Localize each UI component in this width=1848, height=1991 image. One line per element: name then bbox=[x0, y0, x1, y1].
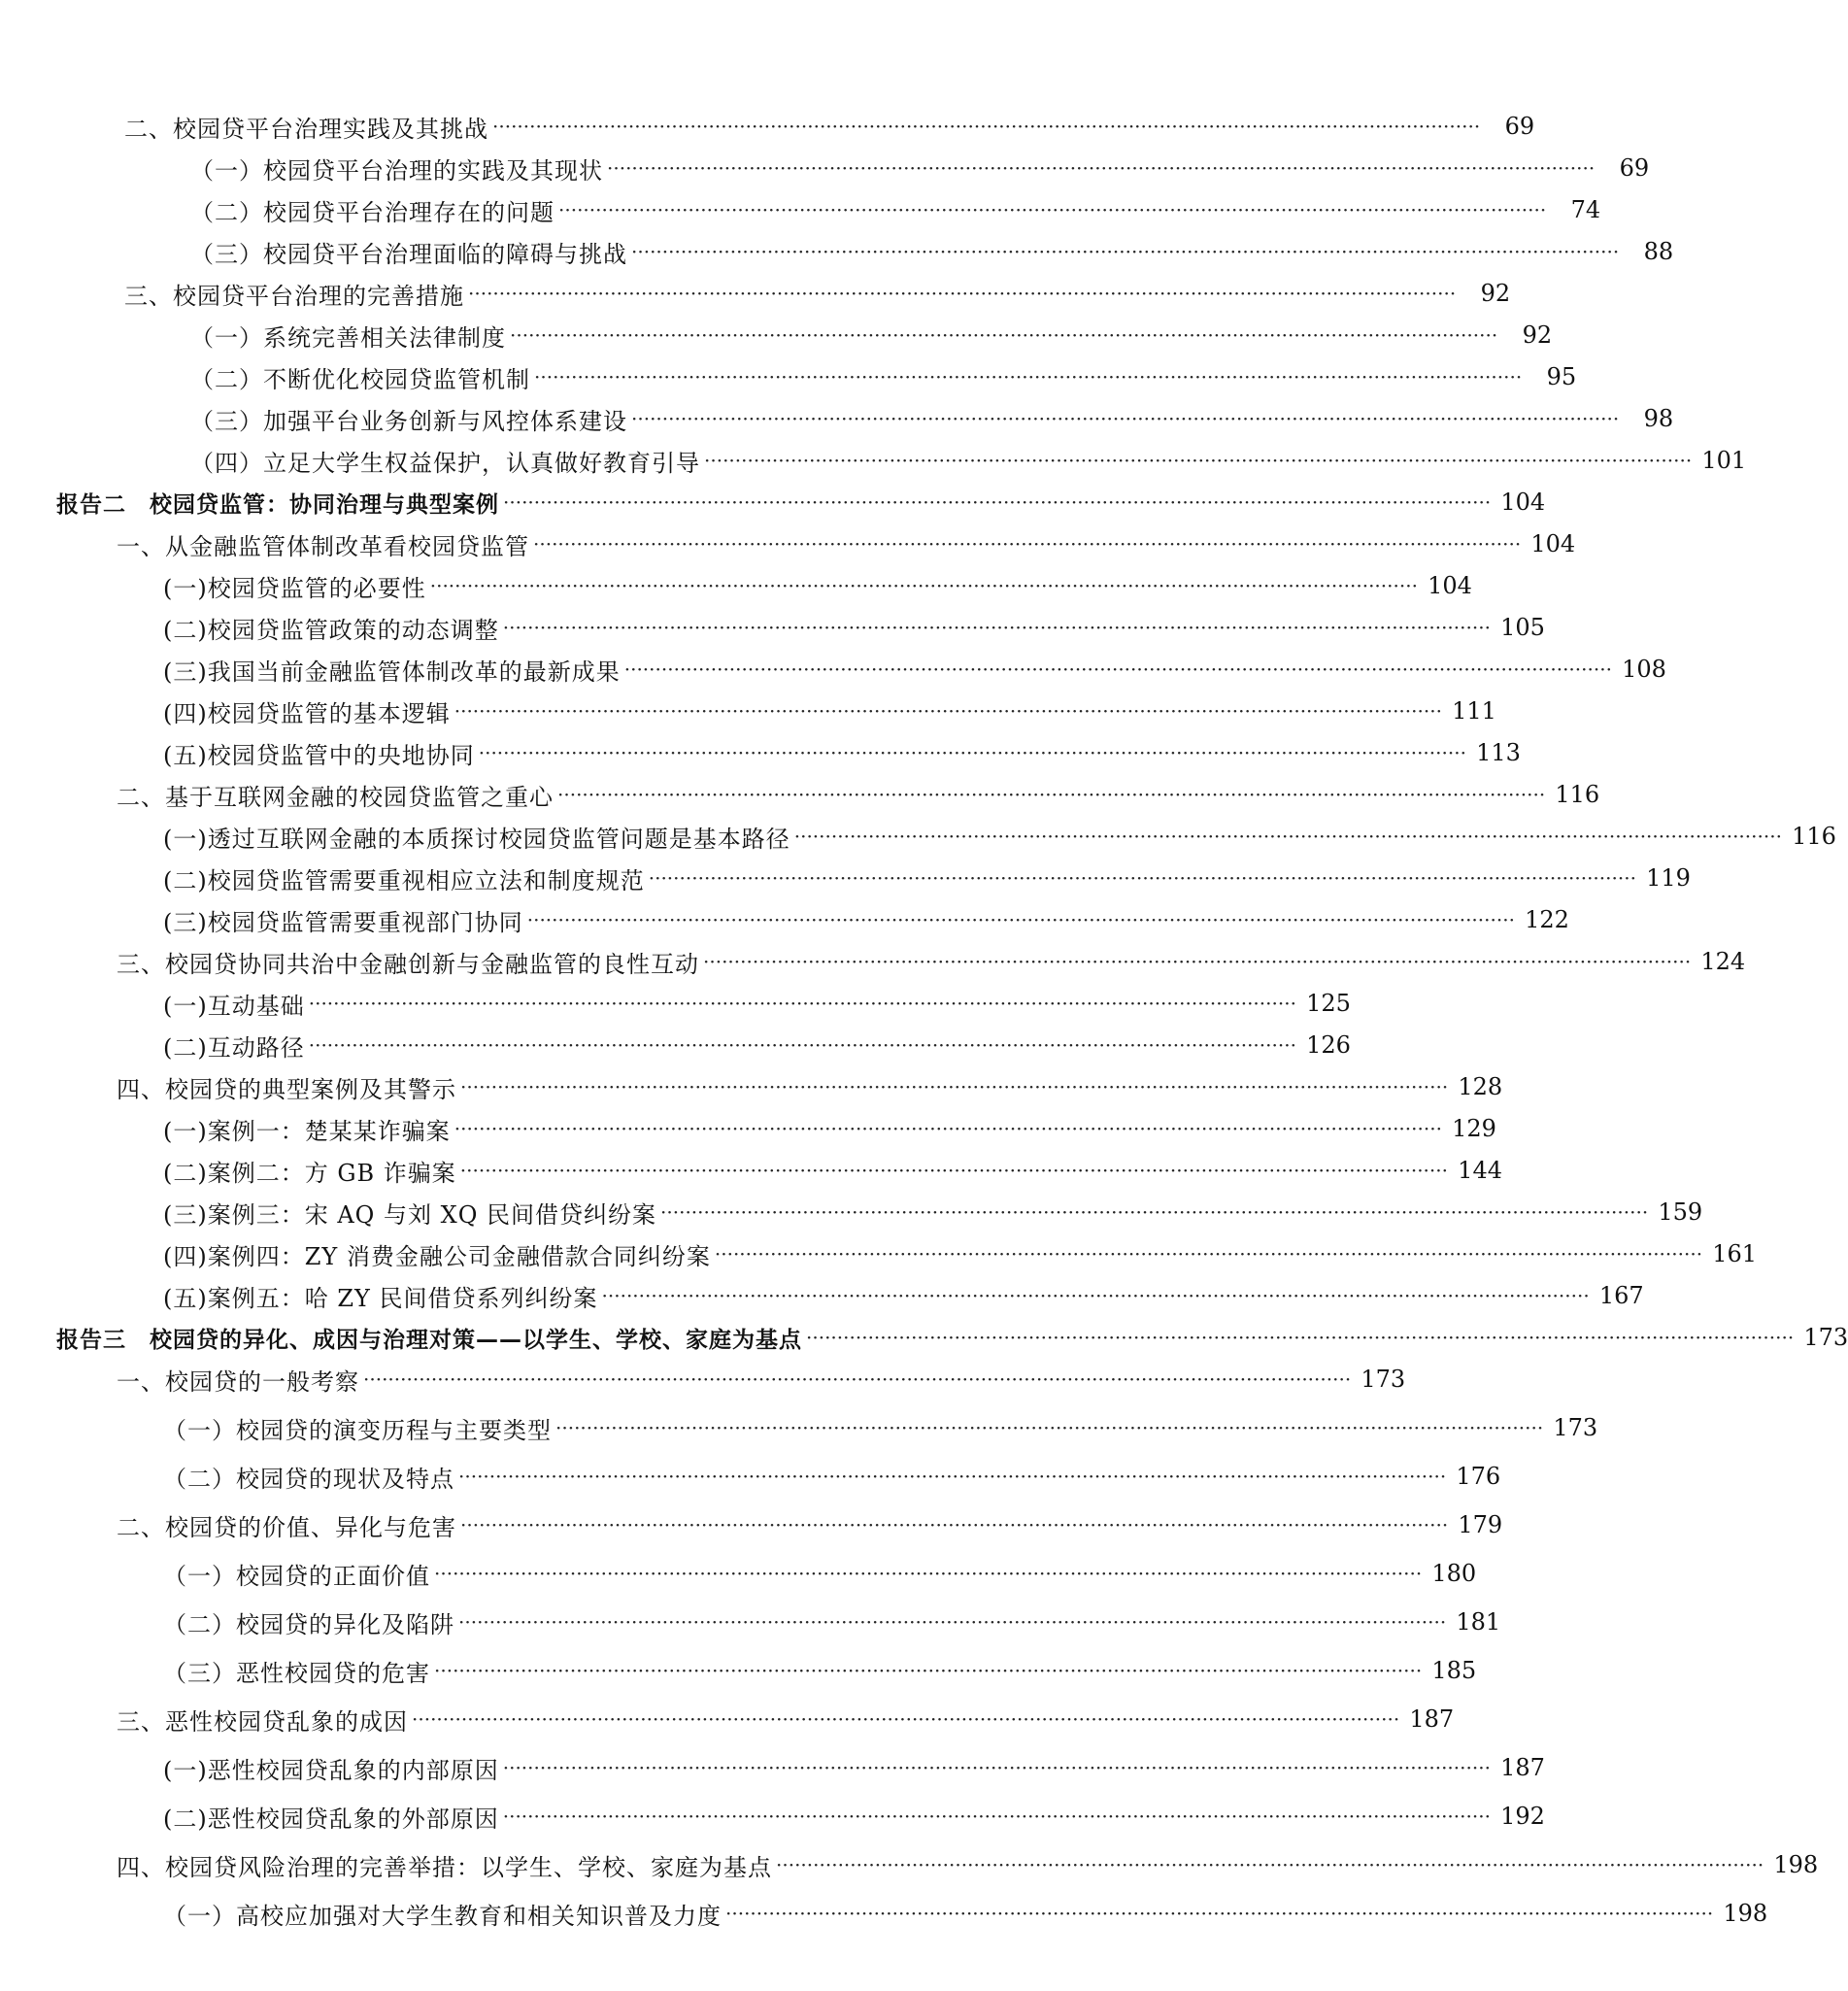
toc-subsection-entry[interactable] bbox=[190, 232, 1674, 271]
toc-entry-title: （二）校园贷的现状及特点 bbox=[163, 1465, 454, 1493]
toc-dot-leader: ································································································································································ bbox=[526, 908, 1515, 931]
toc-page-number: 92 bbox=[1522, 321, 1553, 349]
toc-dot-leader: ································································································································································ bbox=[601, 1284, 1590, 1307]
toc-page-number: 105 bbox=[1500, 614, 1545, 641]
toc-section-entry[interactable] bbox=[117, 1505, 1503, 1544]
toc-subsection-entry[interactable] bbox=[190, 441, 1747, 480]
toc-entry-title: （一）高校应加强对大学生教育和相关知识普及力度 bbox=[163, 1902, 722, 1930]
toc-entry-title: 三、恶性校园贷乱象的成因 bbox=[117, 1707, 408, 1736]
toc-entry-title: （二）校园贷的异化及陷阱 bbox=[163, 1610, 454, 1638]
toc-entry-title: 报告二 校园贷监管：协同治理与典型案例 bbox=[56, 491, 499, 518]
toc-subsection-entry[interactable] bbox=[190, 357, 1577, 396]
toc-dot-leader: ································································································································································ bbox=[454, 1117, 1442, 1140]
toc-subsection-entry[interactable] bbox=[163, 608, 1545, 647]
toc-dot-leader: ································································································································································ bbox=[776, 1853, 1764, 1876]
toc-subsection-entry[interactable] bbox=[163, 733, 1521, 772]
toc-dot-leader: ································································································································································ bbox=[631, 407, 1620, 430]
toc-dot-leader: ································································································································································ bbox=[534, 365, 1523, 388]
toc-section-entry[interactable] bbox=[124, 274, 1511, 313]
toc-dot-leader: ································································································································································ bbox=[458, 1465, 1447, 1488]
toc-entry-title: (五)校园贷监管中的央地协同 bbox=[163, 741, 475, 769]
toc-entry-title: 一、校园贷的一般考察 bbox=[117, 1367, 359, 1396]
toc-dot-leader: ································································································································································ bbox=[503, 490, 1492, 514]
toc-subsection-entry[interactable] bbox=[163, 1026, 1351, 1064]
toc-subsection-entry[interactable] bbox=[163, 900, 1569, 939]
toc-page-number: 111 bbox=[1452, 697, 1496, 725]
toc-page-number: 74 bbox=[1570, 196, 1601, 223]
toc-dot-leader: ································································································································································ bbox=[478, 741, 1466, 764]
toc-dot-leader: ································································································································································ bbox=[502, 1805, 1491, 1828]
toc-entry-title: (二)校园贷监管需要重视相应立法和制度规范 bbox=[163, 866, 645, 894]
toc-subsection-entry[interactable] bbox=[163, 1408, 1598, 1447]
toc-dot-leader: ································································································································································ bbox=[607, 156, 1596, 180]
toc-entry-title: (二)校园贷监管政策的动态调整 bbox=[163, 616, 499, 644]
toc-page-number: 198 bbox=[1773, 1851, 1819, 1878]
toc-dot-leader: ································································································································································ bbox=[363, 1367, 1352, 1391]
toc-entry-title: (二)互动路径 bbox=[163, 1033, 305, 1062]
toc-dot-leader: ································································································································································ bbox=[460, 1075, 1449, 1098]
toc-subsection-entry[interactable] bbox=[163, 1234, 1758, 1273]
toc-page-number: 95 bbox=[1546, 363, 1577, 390]
toc-page-number: 104 bbox=[1530, 530, 1576, 557]
toc-dot-leader: ································································································································································ bbox=[704, 449, 1693, 472]
toc-dot-leader: ································································································································································ bbox=[434, 1562, 1423, 1585]
toc-page-number: 180 bbox=[1431, 1560, 1477, 1587]
toc-section-entry[interactable] bbox=[117, 524, 1576, 563]
toc-dot-leader: ································································································································································ bbox=[555, 1416, 1544, 1439]
toc-subsection-entry[interactable] bbox=[163, 1554, 1477, 1593]
toc-entry-title: (三)我国当前金融监管体制改革的最新成果 bbox=[163, 658, 621, 686]
toc-dot-leader: ································································································································································ bbox=[308, 1033, 1296, 1057]
toc-page-number: 179 bbox=[1458, 1511, 1503, 1538]
toc-subsection-entry[interactable] bbox=[163, 859, 1691, 897]
toc-entry-title: （一）校园贷平台治理的实践及其现状 bbox=[190, 156, 603, 185]
toc-subsection-entry[interactable] bbox=[163, 1748, 1545, 1787]
toc-entry-title: （四）立足大学生权益保护，认真做好教育引导 bbox=[190, 449, 700, 477]
toc-page-number: 181 bbox=[1456, 1608, 1501, 1636]
toc-page-number: 69 bbox=[1504, 113, 1535, 140]
toc-entry-title: （一）系统完善相关法律制度 bbox=[190, 323, 506, 352]
toc-page-number: 101 bbox=[1701, 447, 1747, 474]
toc-subsection-entry[interactable] bbox=[163, 1894, 1768, 1933]
toc-subsection-entry[interactable] bbox=[163, 1276, 1644, 1315]
toc-page-number: 104 bbox=[1428, 572, 1472, 599]
toc-subsection-entry[interactable] bbox=[163, 1797, 1545, 1836]
toc-page-number: 104 bbox=[1500, 489, 1546, 516]
toc-subsection-entry[interactable] bbox=[163, 692, 1496, 730]
toc-entry-title: （一）校园贷的正面价值 bbox=[163, 1562, 430, 1590]
toc-page-number: 108 bbox=[1622, 656, 1666, 683]
toc-page-number: 198 bbox=[1723, 1900, 1768, 1927]
toc-subsection-entry[interactable] bbox=[190, 399, 1674, 438]
toc-entry-title: (五)案例五：哈 ZY 民间借贷系列纠纷案 bbox=[163, 1284, 598, 1312]
toc-subsection-entry[interactable] bbox=[190, 190, 1601, 229]
toc-section-entry[interactable] bbox=[117, 1067, 1503, 1106]
toc-dot-leader: ································································································································································ bbox=[510, 323, 1498, 347]
toc-entry-title: (四)案例四：ZY 消费金融公司金融借款合同纠纷案 bbox=[163, 1242, 711, 1270]
toc-dot-leader: ································································································································································ bbox=[460, 1513, 1449, 1536]
toc-entry-title: 四、校园贷的典型案例及其警示 bbox=[117, 1075, 456, 1103]
toc-page-number: 159 bbox=[1658, 1198, 1703, 1226]
toc-page-number: 129 bbox=[1452, 1115, 1496, 1142]
toc-dot-leader: ································································································································································ bbox=[623, 658, 1612, 681]
toc-page-number: 116 bbox=[1792, 823, 1836, 850]
toc-dot-leader: ································································································································································ bbox=[631, 240, 1620, 263]
toc-entry-title: (一)恶性校园贷乱象的内部原因 bbox=[163, 1756, 499, 1784]
toc-dot-leader: ································································································································································ bbox=[793, 825, 1782, 848]
toc-dot-leader: ································································································································································ bbox=[533, 532, 1522, 556]
toc-dot-leader: ································································································································································ bbox=[648, 866, 1636, 890]
toc-dot-leader: ································································································································································ bbox=[725, 1902, 1714, 1925]
toc-subsection-entry[interactable] bbox=[163, 566, 1472, 605]
toc-entry-title: (一)透过互联网金融的本质探讨校园贷监管问题是基本路径 bbox=[163, 825, 790, 853]
toc-page-number: 144 bbox=[1458, 1157, 1502, 1184]
toc-page-number: 113 bbox=[1476, 739, 1521, 766]
toc-dot-leader: ································································································································································ bbox=[557, 783, 1546, 806]
toc-section-entry[interactable] bbox=[117, 1700, 1455, 1738]
toc-entry-title: (一)案例一：楚某某诈骗案 bbox=[163, 1117, 451, 1145]
toc-subsection-entry[interactable] bbox=[163, 1193, 1703, 1232]
toc-dot-leader: ································································································································································ bbox=[308, 992, 1296, 1015]
toc-dot-leader: ································································································································································ bbox=[468, 282, 1457, 305]
toc-entry-title: 二、基于互联网金融的校园贷监管之重心 bbox=[117, 783, 554, 811]
toc-section-entry[interactable] bbox=[117, 775, 1600, 814]
toc-dot-leader: ································································································································································ bbox=[660, 1200, 1649, 1224]
toc-page-number: 126 bbox=[1306, 1031, 1351, 1059]
toc-entry-title: （二）校园贷平台治理存在的问题 bbox=[190, 198, 554, 226]
toc-entry-title: 二、校园贷平台治理实践及其挑战 bbox=[124, 115, 488, 143]
toc-entry-title: (三)案例三：宋 AQ 与刘 XQ 民间借贷纠纷案 bbox=[163, 1200, 657, 1229]
toc-entry-title: (一)互动基础 bbox=[163, 992, 305, 1020]
toc-entry-title: （二）不断优化校园贷监管机制 bbox=[190, 365, 530, 393]
toc-dot-leader: ································································································································································ bbox=[492, 115, 1481, 138]
toc-page-number: 69 bbox=[1619, 154, 1650, 182]
toc-subsection-entry[interactable] bbox=[163, 984, 1351, 1023]
toc-subsection-entry[interactable] bbox=[163, 1603, 1501, 1641]
toc-page-number: 122 bbox=[1525, 906, 1569, 933]
toc-page-number: 192 bbox=[1500, 1803, 1545, 1830]
toc-entry-title: 三、校园贷平台治理的完善措施 bbox=[124, 282, 464, 310]
toc-section-entry[interactable] bbox=[117, 1360, 1406, 1399]
toc-page-number: 185 bbox=[1431, 1657, 1477, 1684]
toc-dot-leader: ································································································································································ bbox=[412, 1707, 1400, 1731]
toc-subsection-entry[interactable] bbox=[190, 316, 1553, 354]
toc-subsection-entry[interactable] bbox=[163, 1457, 1501, 1496]
toc-page-number: 176 bbox=[1456, 1463, 1501, 1490]
toc-subsection-entry[interactable] bbox=[163, 1151, 1502, 1190]
toc-dot-leader: ································································································································································ bbox=[502, 1756, 1491, 1779]
toc-dot-leader: ································································································································································ bbox=[502, 616, 1491, 639]
toc-page-number: 187 bbox=[1409, 1705, 1455, 1733]
toc-section-entry[interactable] bbox=[117, 1845, 1819, 1884]
toc-entry-title: （一）校园贷的演变历程与主要类型 bbox=[163, 1416, 552, 1444]
toc-page-number: 173 bbox=[1361, 1366, 1406, 1393]
toc-dot-leader: ································································································································································ bbox=[429, 574, 1418, 597]
toc-subsection-entry[interactable] bbox=[190, 149, 1650, 187]
toc-entry-title: 报告三 校园贷的异化、成因与治理对策——以学生、学校、家庭为基点 bbox=[56, 1327, 802, 1353]
toc-subsection-entry[interactable] bbox=[163, 650, 1666, 689]
toc-page-number: 173 bbox=[1553, 1414, 1598, 1441]
toc-subsection-entry[interactable] bbox=[163, 817, 1836, 856]
toc-entry-title: 四、校园贷风险治理的完善举措：以学生、学校、家庭为基点 bbox=[117, 1853, 772, 1881]
toc-dot-leader: ································································································································································ bbox=[459, 1159, 1448, 1182]
toc-entry-title: (一)校园贷监管的必要性 bbox=[163, 574, 426, 602]
toc-entry-title: （三）校园贷平台治理面临的障碍与挑战 bbox=[190, 240, 627, 268]
toc-entry-title: 三、校园贷协同共治中金融创新与金融监管的良性互动 bbox=[117, 950, 699, 978]
toc-subsection-entry[interactable] bbox=[163, 1109, 1496, 1148]
toc-page-number: 92 bbox=[1480, 280, 1511, 307]
toc-page-number: 125 bbox=[1306, 990, 1351, 1017]
toc-dot-leader: ································································································································································ bbox=[454, 699, 1442, 723]
toc-page-number: 161 bbox=[1712, 1240, 1758, 1267]
toc-entry-title: (二)案例二：方 GB 诈骗案 bbox=[163, 1159, 456, 1187]
toc-entry-title: (三)校园贷监管需要重视部门协同 bbox=[163, 908, 523, 936]
toc-dot-leader: ································································································································································ bbox=[714, 1242, 1703, 1265]
toc-report-entry[interactable] bbox=[56, 1318, 1848, 1357]
toc-page-number: 173 bbox=[1803, 1324, 1848, 1351]
toc-entry-title: （三）加强平台业务创新与风控体系建设 bbox=[190, 407, 627, 435]
toc-report-entry[interactable] bbox=[56, 483, 1546, 522]
toc-page-number: 88 bbox=[1643, 238, 1674, 265]
toc-section-entry[interactable] bbox=[124, 107, 1535, 146]
toc-page-number: 119 bbox=[1646, 864, 1691, 892]
toc-page-number: 98 bbox=[1643, 405, 1674, 432]
toc-entry-title: 二、校园贷的价值、异化与危害 bbox=[117, 1513, 456, 1541]
toc-dot-leader: ································································································································································ bbox=[703, 950, 1692, 973]
toc-entry-title: (四)校园贷监管的基本逻辑 bbox=[163, 699, 451, 727]
toc-entry-title: （三）恶性校园贷的危害 bbox=[163, 1659, 430, 1687]
toc-dot-leader: ································································································································································ bbox=[458, 1610, 1447, 1634]
toc-subsection-entry[interactable] bbox=[163, 1651, 1477, 1690]
toc-page-number: 128 bbox=[1458, 1073, 1503, 1100]
toc-page-number: 124 bbox=[1700, 948, 1746, 975]
toc-page-number: 167 bbox=[1598, 1282, 1644, 1309]
toc-section-entry[interactable] bbox=[117, 942, 1746, 981]
toc-entry-title: (二)恶性校园贷乱象的外部原因 bbox=[163, 1805, 499, 1833]
toc-dot-leader: ································································································································································ bbox=[806, 1326, 1795, 1349]
toc-page-number: 187 bbox=[1500, 1754, 1545, 1781]
toc-dot-leader: ································································································································································ bbox=[434, 1659, 1423, 1682]
toc-dot-leader: ································································································································································ bbox=[558, 198, 1547, 221]
toc-page-number: 116 bbox=[1555, 781, 1600, 808]
toc-entry-title: 一、从金融监管体制改革看校园贷监管 bbox=[117, 532, 529, 560]
